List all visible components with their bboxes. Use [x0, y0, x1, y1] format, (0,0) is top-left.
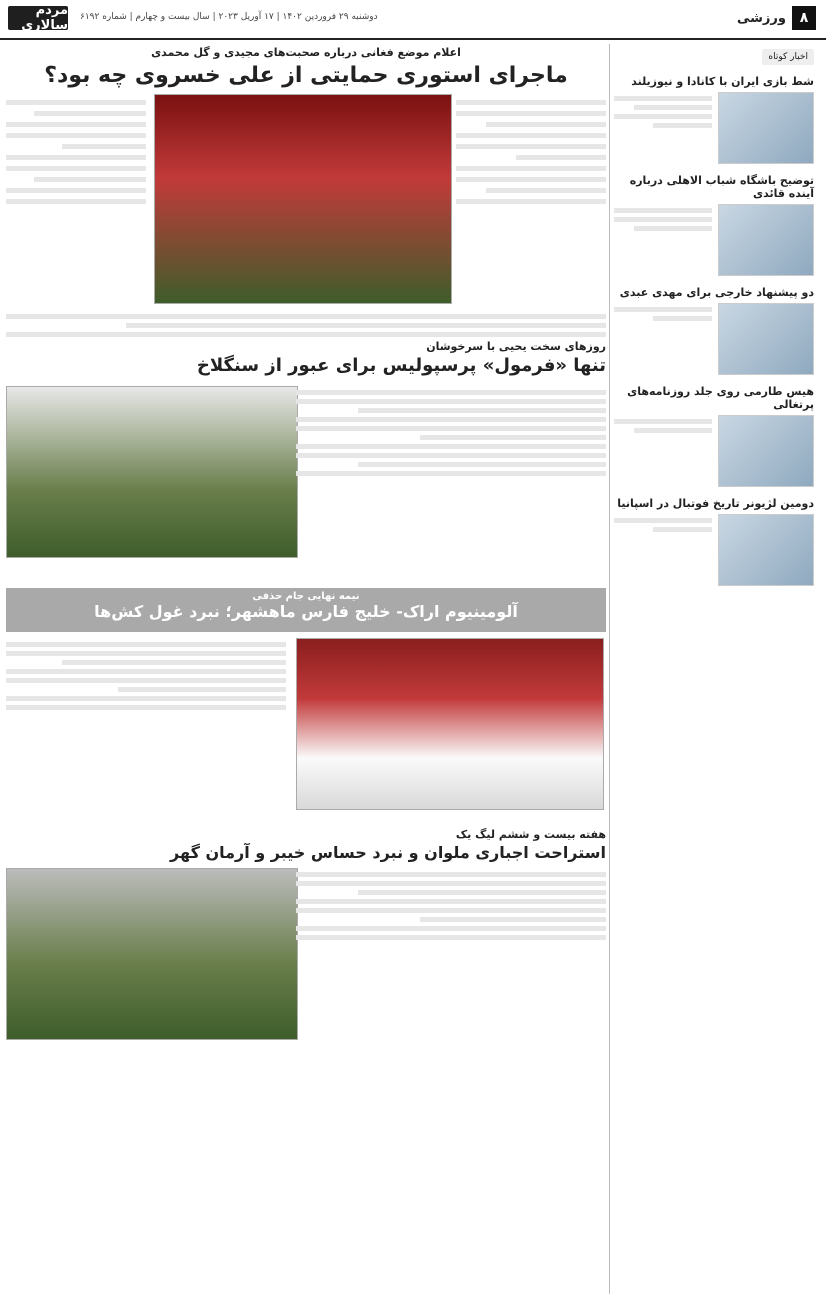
text-line — [296, 444, 606, 449]
text-line — [34, 111, 146, 116]
text-line — [34, 177, 146, 182]
sidebar-item-body — [614, 514, 814, 586]
text-line — [6, 122, 146, 127]
text-line — [6, 199, 146, 204]
text-line — [653, 316, 712, 321]
sidebar-item-title: شط بازی ایران با کانادا و نیوزیلند — [631, 75, 814, 88]
player-photo — [718, 514, 814, 586]
text-line — [6, 133, 146, 138]
text-line — [296, 390, 606, 395]
sidebar-item — [614, 75, 814, 164]
w25-kicker: هفته بیست و ششم لیگ یک — [455, 828, 606, 841]
text-line — [456, 177, 606, 182]
text-line — [486, 122, 606, 127]
text-line — [358, 890, 606, 895]
sidebar-item-body — [614, 303, 814, 375]
text-lines — [614, 92, 712, 132]
text-line — [614, 217, 712, 222]
text-line — [296, 417, 606, 422]
text-line — [456, 144, 606, 149]
top-article — [6, 94, 606, 334]
player-heading-photo — [6, 868, 298, 1040]
text-column-left — [6, 94, 146, 302]
text-line — [296, 872, 606, 877]
sidebar-item-body — [614, 92, 814, 164]
text-line — [6, 155, 146, 160]
text-lines — [614, 415, 712, 437]
banner-kicker: نیمه نهایی جام حذفی — [252, 591, 360, 602]
text-line — [62, 660, 286, 665]
main-content — [6, 44, 606, 1294]
text-line — [358, 408, 606, 413]
sidebar-item-body — [614, 204, 814, 276]
text-line — [6, 705, 286, 710]
brand-logo: مردم سالاری — [8, 6, 68, 30]
player-photo — [718, 204, 814, 276]
text-line — [296, 935, 606, 940]
w25-article — [6, 868, 606, 1048]
match-photo — [296, 638, 604, 810]
sidebar-tab: اخبار کوتاه — [762, 49, 814, 65]
sidebar — [609, 44, 820, 1294]
sidebar-item-title: هیس طارمی روی جلد روزنامه‌های پرتغالی — [627, 385, 814, 411]
text-line — [614, 96, 712, 101]
text-line — [62, 144, 146, 149]
text-column-right — [456, 94, 606, 302]
sidebar-item-body — [614, 415, 814, 487]
w25-headline: استراحت اجباری ملوان و نبرد حساس خیبر و آرمان گهر — [170, 843, 606, 862]
text-line — [6, 678, 286, 683]
referee-and-player-photo — [154, 94, 452, 304]
banner — [6, 588, 606, 632]
sidebar-item-title: دومین لژیونر تاریخ فوتبال در اسپانیا — [617, 497, 814, 510]
text-lines — [614, 303, 712, 325]
text-line — [614, 208, 712, 213]
text-line — [6, 642, 286, 647]
sidebar-item-title: دو پیشنهاد خارجی برای مهدی عبدی — [619, 286, 814, 299]
text-line — [634, 105, 712, 110]
text-line — [614, 419, 712, 424]
pers-article-headline: تنها «فرمول» پرسپولیس برای عبور از سنگلاخ — [196, 355, 606, 376]
text-line — [420, 917, 606, 922]
text-line — [456, 100, 606, 105]
text-line — [486, 188, 606, 193]
sidebar-item-title: توضیح باشگاه شباب الاهلی درباره آینده قائدی — [629, 174, 814, 200]
section-label: ورزشی — [737, 10, 786, 26]
w25-article-text — [296, 868, 606, 944]
banner-headline: آلومینیوم اراک- خلیج فارس ماهشهر؛ نبرد غول کش‌ها — [94, 602, 518, 621]
text-lines — [614, 514, 712, 536]
issue-meta: دوشنبه ۲۹ فروردین ۱۴۰۲ | ۱۷ آوریل ۲۰۲۳ | سال بیست و چهارم | شماره ۶۱۹۲ — [80, 12, 378, 22]
text-line — [456, 133, 606, 138]
text-line — [296, 426, 606, 431]
sidebar-item — [614, 286, 814, 375]
text-line — [6, 188, 146, 193]
text-line — [634, 428, 712, 433]
text-line — [614, 518, 712, 523]
text-line — [296, 881, 606, 886]
top-article-headline: ماجرای استوری حمایتی از علی خسروی چه بود؟ — [44, 63, 568, 88]
text-line — [6, 669, 286, 674]
text-line — [296, 899, 606, 904]
pers-article-kicker: روزهای سخت یحیی با سرخوشان — [426, 340, 606, 353]
text-lines — [614, 204, 712, 235]
section-header — [737, 6, 816, 30]
newspaper-cover — [718, 415, 814, 487]
top-article-kicker: اعلام موضع فغانی درباره صحبت‌های مجیدی و گل محمدی — [151, 46, 461, 59]
text-line — [614, 114, 712, 119]
text-line — [6, 166, 146, 171]
text-line — [614, 307, 712, 312]
top-article-continuation — [6, 310, 606, 350]
text-line — [653, 123, 712, 128]
text-line — [126, 323, 606, 328]
coach-and-player-photo — [6, 386, 298, 558]
text-line — [296, 471, 606, 476]
alu-article — [6, 638, 606, 818]
text-line — [6, 314, 606, 319]
masthead — [0, 0, 826, 40]
text-line — [118, 687, 286, 692]
player-photo — [718, 303, 814, 375]
text-line — [296, 399, 606, 404]
sidebar-item — [614, 385, 814, 487]
text-line — [653, 527, 712, 532]
text-line — [420, 435, 606, 440]
text-line — [6, 100, 146, 105]
text-line — [516, 155, 606, 160]
text-line — [6, 696, 286, 701]
text-line — [456, 199, 606, 204]
text-line — [296, 926, 606, 931]
team-photo — [718, 92, 814, 164]
sidebar-item — [614, 497, 814, 586]
text-line — [634, 226, 712, 231]
page-number: ۸ — [792, 6, 816, 30]
text-line — [296, 453, 606, 458]
text-line — [6, 332, 606, 337]
pers-article — [6, 386, 606, 564]
pers-article-text — [296, 386, 606, 480]
text-line — [358, 462, 606, 467]
text-line — [6, 651, 286, 656]
text-line — [456, 166, 606, 171]
text-line — [296, 908, 606, 913]
alu-article-text — [6, 638, 286, 714]
text-line — [456, 111, 606, 116]
sidebar-item — [614, 174, 814, 276]
